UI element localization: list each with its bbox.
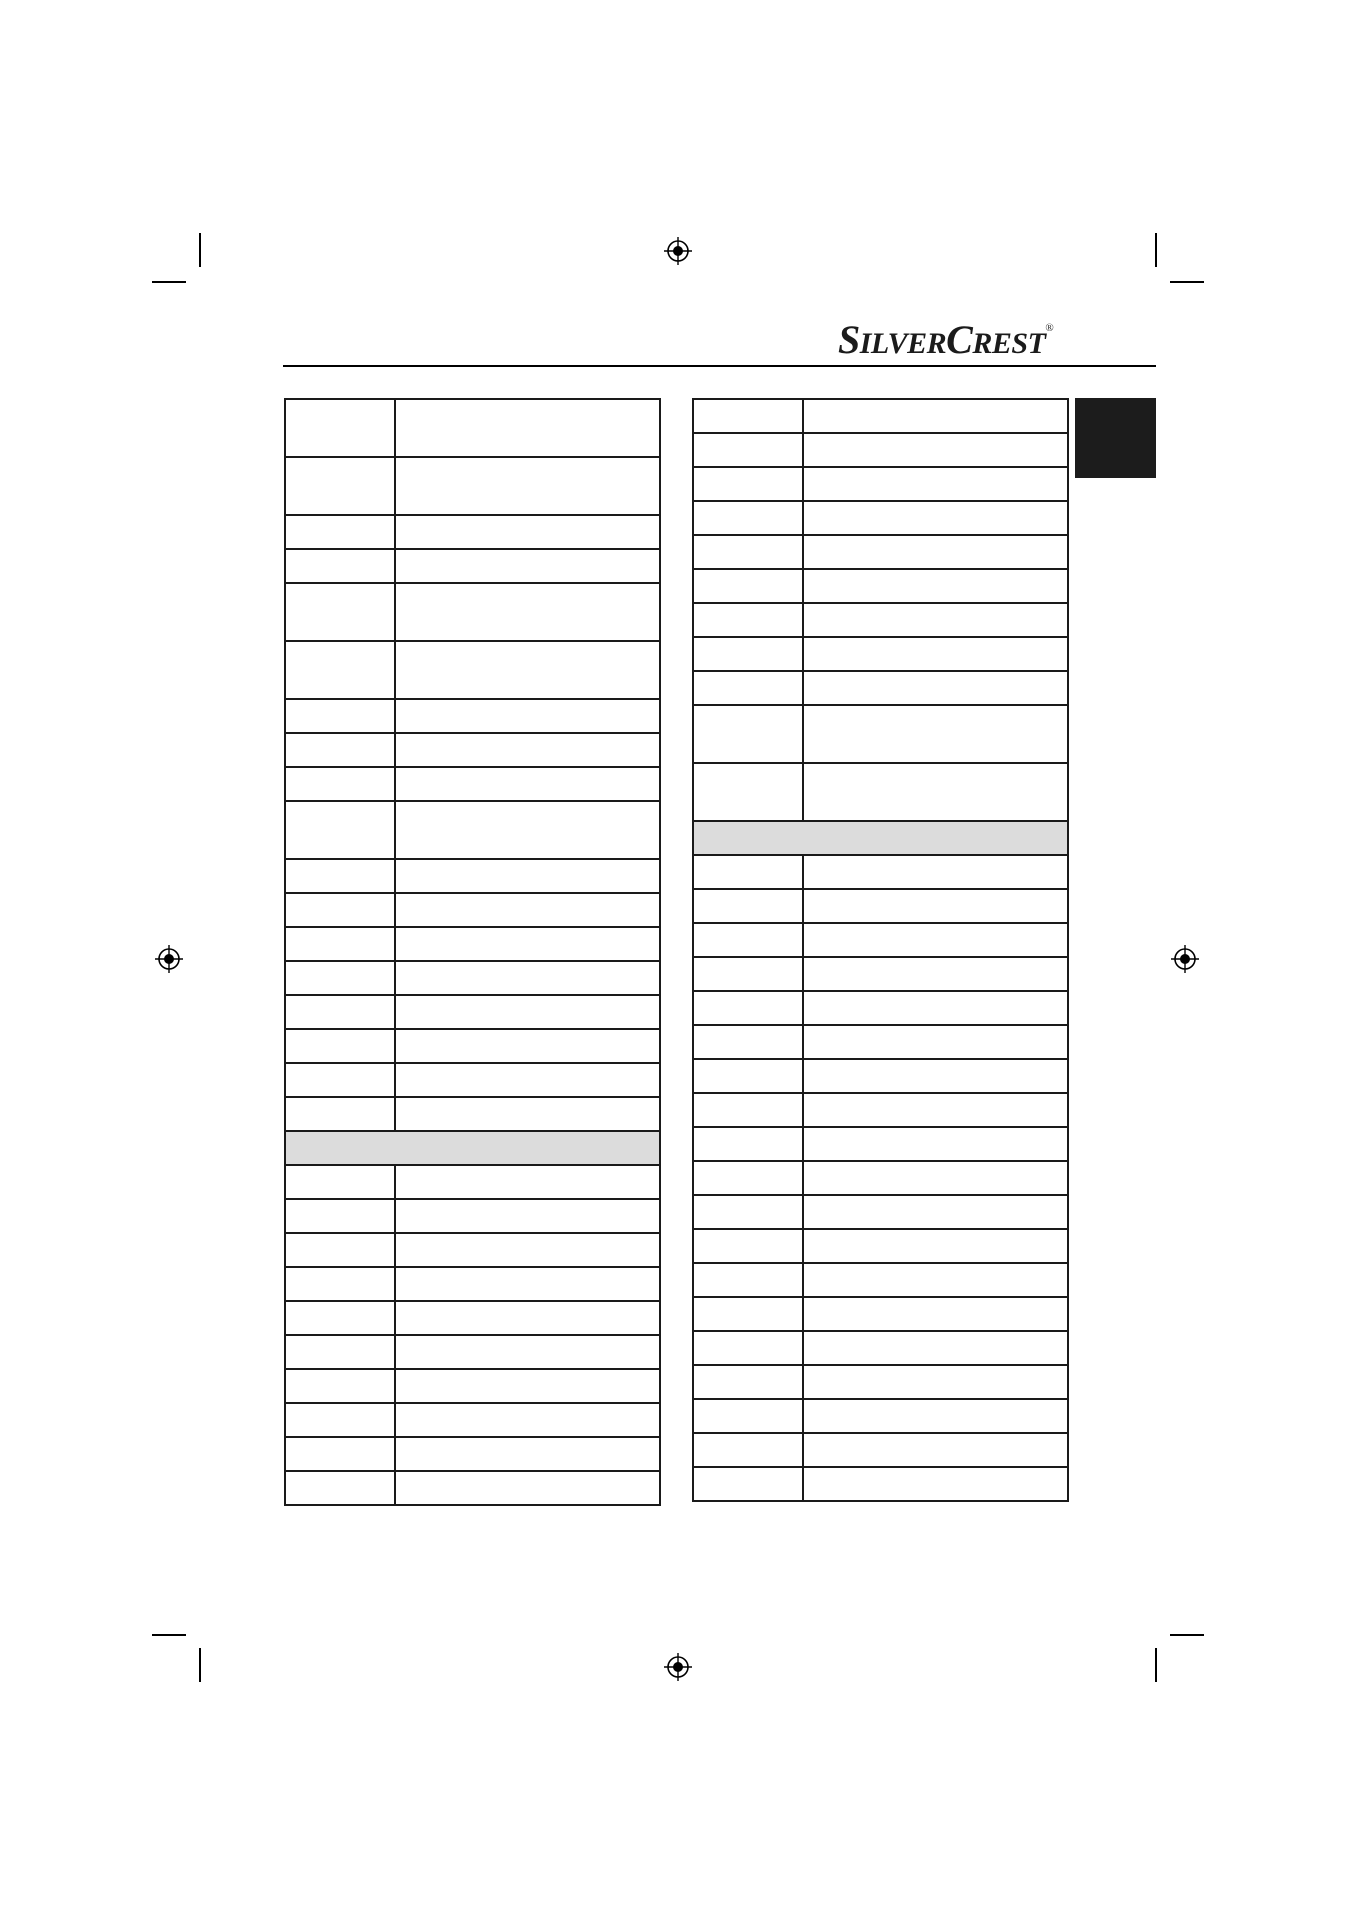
row-value-cell <box>395 399 660 457</box>
table-row <box>285 1267 660 1301</box>
table-row <box>693 1399 1068 1433</box>
row-label-cell <box>285 399 395 457</box>
row-label-cell <box>693 603 803 637</box>
row-value-cell <box>803 1297 1068 1331</box>
row-value-cell <box>395 767 660 801</box>
row-value-cell <box>395 641 660 699</box>
row-label-cell <box>285 641 395 699</box>
brand-part2-rest: REST <box>972 327 1046 360</box>
row-label-cell <box>285 859 395 893</box>
row-value-cell <box>395 515 660 549</box>
table-row <box>285 1437 660 1471</box>
row-value-cell <box>803 1161 1068 1195</box>
row-label-cell <box>285 1335 395 1369</box>
table-row <box>285 995 660 1029</box>
table-row <box>693 1331 1068 1365</box>
table-row <box>693 705 1068 763</box>
crop-mark <box>1170 1634 1204 1636</box>
row-label-cell <box>285 927 395 961</box>
crop-mark <box>1155 1648 1157 1682</box>
table-row <box>285 1029 660 1063</box>
row-value-cell <box>803 1467 1068 1501</box>
row-value-cell <box>395 733 660 767</box>
table-row <box>693 957 1068 991</box>
row-value-cell <box>395 549 660 583</box>
table-row <box>693 991 1068 1025</box>
row-value-cell <box>803 1365 1068 1399</box>
section-header-label <box>693 821 1068 855</box>
right-data-table <box>692 398 1069 1502</box>
row-label-cell <box>285 1301 395 1335</box>
row-label-cell <box>285 1369 395 1403</box>
row-label-cell <box>285 1403 395 1437</box>
row-value-cell <box>803 671 1068 705</box>
row-label-cell <box>285 1029 395 1063</box>
table-row <box>693 1229 1068 1263</box>
row-label-cell <box>285 961 395 995</box>
row-value-cell <box>803 991 1068 1025</box>
table-row <box>693 501 1068 535</box>
row-label-cell <box>693 1263 803 1297</box>
brand-initial-s: S <box>838 317 860 362</box>
table-row <box>693 763 1068 821</box>
row-label-cell <box>285 1199 395 1233</box>
table-row <box>285 927 660 961</box>
row-value-cell <box>803 569 1068 603</box>
table-row <box>693 1365 1068 1399</box>
row-value-cell <box>395 1437 660 1471</box>
row-label-cell <box>693 855 803 889</box>
row-value-cell <box>395 1233 660 1267</box>
row-value-cell <box>803 1331 1068 1365</box>
crop-mark <box>1170 281 1204 283</box>
row-value-cell <box>395 1199 660 1233</box>
table-row <box>693 923 1068 957</box>
row-label-cell <box>285 893 395 927</box>
crop-mark <box>1155 233 1157 267</box>
row-value-cell <box>803 889 1068 923</box>
row-value-cell <box>803 637 1068 671</box>
table-row <box>693 1297 1068 1331</box>
table-row <box>693 1025 1068 1059</box>
row-value-cell <box>395 1335 660 1369</box>
row-value-cell <box>395 961 660 995</box>
row-value-cell <box>803 467 1068 501</box>
row-value-cell <box>803 1263 1068 1297</box>
row-label-cell <box>693 889 803 923</box>
table-row <box>285 583 660 641</box>
row-value-cell <box>395 801 660 859</box>
row-value-cell <box>803 1059 1068 1093</box>
row-value-cell <box>395 1471 660 1505</box>
row-value-cell <box>395 1063 660 1097</box>
row-label-cell <box>693 1331 803 1365</box>
row-value-cell <box>803 1127 1068 1161</box>
row-label-cell <box>285 1063 395 1097</box>
section-header-label <box>285 1131 660 1165</box>
row-label-cell <box>285 1437 395 1471</box>
table-row <box>693 603 1068 637</box>
table-row <box>693 1059 1068 1093</box>
row-label-cell <box>693 1365 803 1399</box>
row-label-cell <box>693 923 803 957</box>
row-label-cell <box>693 399 803 433</box>
row-value-cell <box>803 957 1068 991</box>
header-rule <box>283 365 1156 367</box>
row-label-cell <box>285 995 395 1029</box>
row-label-cell <box>693 501 803 535</box>
row-value-cell <box>803 1399 1068 1433</box>
row-value-cell <box>395 995 660 1029</box>
row-label-cell <box>693 1399 803 1433</box>
row-label-cell <box>693 991 803 1025</box>
table-row <box>693 399 1068 433</box>
table-row <box>285 641 660 699</box>
row-value-cell <box>395 1301 660 1335</box>
row-value-cell <box>395 1267 660 1301</box>
row-value-cell <box>395 1029 660 1063</box>
row-label-cell <box>693 1297 803 1331</box>
row-value-cell <box>395 1165 660 1199</box>
row-label-cell <box>285 1097 395 1131</box>
table-row <box>693 1161 1068 1195</box>
left-data-table <box>284 398 661 1506</box>
registered-mark: ® <box>1045 322 1054 334</box>
row-label-cell <box>285 801 395 859</box>
table-row <box>693 569 1068 603</box>
table-row <box>693 889 1068 923</box>
table-row <box>285 961 660 995</box>
row-label-cell <box>693 569 803 603</box>
row-label-cell <box>693 671 803 705</box>
table-row <box>285 1335 660 1369</box>
row-label-cell <box>285 549 395 583</box>
table-row <box>285 893 660 927</box>
table-row <box>693 433 1068 467</box>
row-value-cell <box>395 859 660 893</box>
row-label-cell <box>693 1127 803 1161</box>
row-value-cell <box>395 1369 660 1403</box>
table-row <box>693 535 1068 569</box>
row-value-cell <box>803 1093 1068 1127</box>
brand-part1-rest: ILVER <box>859 327 947 360</box>
row-label-cell <box>693 1161 803 1195</box>
table-row <box>693 1195 1068 1229</box>
table-row <box>693 1433 1068 1467</box>
row-value-cell <box>803 1229 1068 1263</box>
table-row <box>693 855 1068 889</box>
brand-initial-c: C <box>946 317 973 362</box>
row-label-cell <box>285 1233 395 1267</box>
table-row <box>285 399 660 457</box>
table-row <box>285 1199 660 1233</box>
row-value-cell <box>803 705 1068 763</box>
crop-mark <box>199 1648 201 1682</box>
row-value-cell <box>395 927 660 961</box>
table-row <box>285 767 660 801</box>
table-row <box>693 1093 1068 1127</box>
row-label-cell <box>285 457 395 515</box>
table-row <box>693 1263 1068 1297</box>
row-label-cell <box>693 1025 803 1059</box>
row-value-cell <box>803 1025 1068 1059</box>
table-row <box>693 467 1068 501</box>
row-label-cell <box>693 1229 803 1263</box>
row-value-cell <box>803 1433 1068 1467</box>
row-label-cell <box>693 637 803 671</box>
row-value-cell <box>803 399 1068 433</box>
registration-mark-icon <box>663 236 693 266</box>
brand-logo <box>838 316 1054 362</box>
table-row <box>285 801 660 859</box>
row-value-cell <box>803 501 1068 535</box>
row-label-cell <box>693 535 803 569</box>
language-tab-marker <box>1075 398 1156 478</box>
crop-mark <box>199 233 201 267</box>
row-label-cell <box>285 515 395 549</box>
row-label-cell <box>285 1267 395 1301</box>
row-value-cell <box>395 457 660 515</box>
registration-mark-icon <box>1170 944 1200 974</box>
table-row <box>285 1097 660 1131</box>
table-row <box>285 1403 660 1437</box>
section-header-row <box>693 821 1068 855</box>
table-row <box>693 1127 1068 1161</box>
row-value-cell <box>803 535 1068 569</box>
table-row <box>285 1471 660 1505</box>
table-row <box>285 859 660 893</box>
row-label-cell <box>693 467 803 501</box>
table-row <box>285 515 660 549</box>
row-value-cell <box>803 433 1068 467</box>
row-value-cell <box>395 893 660 927</box>
table-row <box>285 1165 660 1199</box>
row-label-cell <box>693 763 803 821</box>
row-value-cell <box>803 855 1068 889</box>
row-label-cell <box>285 1471 395 1505</box>
table-row <box>285 549 660 583</box>
table-row <box>285 1301 660 1335</box>
table-row <box>285 699 660 733</box>
row-value-cell <box>803 1195 1068 1229</box>
row-value-cell <box>803 603 1068 637</box>
row-value-cell <box>395 699 660 733</box>
row-label-cell <box>693 1195 803 1229</box>
table-row <box>285 1233 660 1267</box>
row-label-cell <box>693 705 803 763</box>
crop-mark <box>152 1634 186 1636</box>
row-value-cell <box>395 1097 660 1131</box>
row-label-cell <box>693 1093 803 1127</box>
table-row <box>693 1467 1068 1501</box>
row-value-cell <box>395 583 660 641</box>
section-header-row <box>285 1131 660 1165</box>
row-label-cell <box>285 583 395 641</box>
row-value-cell <box>803 763 1068 821</box>
row-label-cell <box>285 699 395 733</box>
registration-mark-icon <box>663 1652 693 1682</box>
crop-mark <box>152 281 186 283</box>
row-label-cell <box>693 433 803 467</box>
table-row <box>285 733 660 767</box>
table-row <box>693 671 1068 705</box>
row-label-cell <box>285 1165 395 1199</box>
row-label-cell <box>693 1433 803 1467</box>
row-label-cell <box>693 1059 803 1093</box>
row-value-cell <box>395 1403 660 1437</box>
row-label-cell <box>693 1467 803 1501</box>
table-row <box>285 457 660 515</box>
row-label-cell <box>285 767 395 801</box>
row-label-cell <box>285 733 395 767</box>
row-label-cell <box>693 957 803 991</box>
table-row <box>285 1369 660 1403</box>
table-row <box>285 1063 660 1097</box>
registration-mark-icon <box>154 944 184 974</box>
table-row <box>693 637 1068 671</box>
row-value-cell <box>803 923 1068 957</box>
